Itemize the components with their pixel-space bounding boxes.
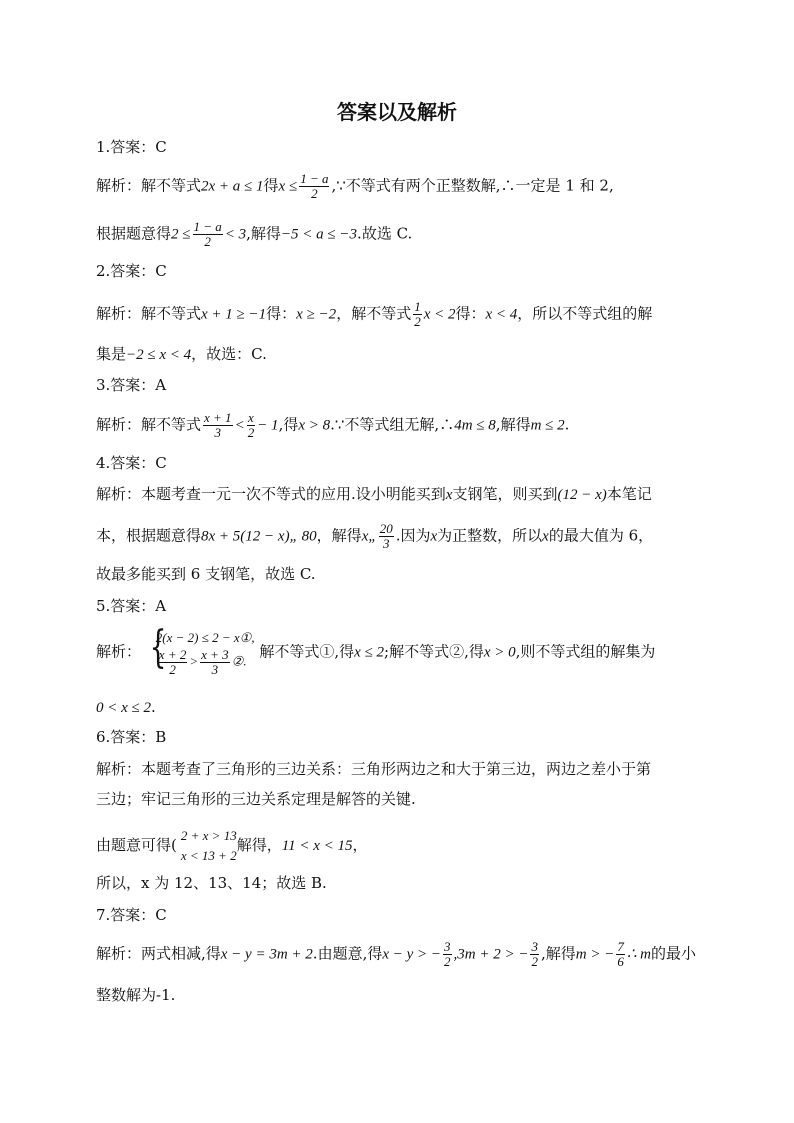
- explanation-4-line-3: 故最多能买到 6 支钢笔，故选 C.: [96, 565, 316, 583]
- explanation-4-line-1: 解析：本题考查一元一次不等式的应用.设小明能买到x支钢笔，则买到(12 − x)本笔记: [96, 485, 652, 503]
- explanation-7-line-1: 解析：两式相减,得x − y = 3m + 2.由题意,得x − y > − $\frac{3}{2}$ ,3m + 2 > − $\frac{3}{2}$ ,解得m > − $\frac{7}{6}$ ∴ m的最小: [96, 939, 696, 969]
- answer-5: 5.答案：A: [96, 597, 167, 615]
- page-title: 答案以及解析: [337, 100, 457, 124]
- explanation-1-line-1: 解析：解不等式2x + a ≤ 1得x ≤ $\frac{1 - a}{2}$ ,∵不等式有两个正整数解,∴一定是 1 和 2,: [96, 171, 614, 201]
- inequality-system: 2 + x > 13 x < 13 + 2: [180, 828, 237, 863]
- explanation-7-line-2: 整数解为-1.: [96, 986, 176, 1004]
- explanation-5-line-2: 0 < x ≤ 2.: [96, 698, 156, 716]
- fraction: $\frac{7}{6}$: [617, 939, 624, 969]
- answer-2: 2.答案：C: [96, 262, 167, 280]
- explanation-6-line-2: 三边；牢记三角形的三边关系定理是解答的关键.: [96, 790, 416, 808]
- answer-7: 7.答案：C: [96, 906, 167, 924]
- fraction: $\frac{x}{2}$: [247, 410, 255, 440]
- fraction: $\frac{1 - a}{2}$: [300, 171, 329, 201]
- explanation-6-line-3: 由题意可得( 2 + x > 13 x < 13 + 2 解得，11 < x < 15，: [96, 826, 368, 866]
- inequality-system: { 2(x − 2) ≤ 2 − x①, $\frac{x + 2}{2}$ > $\frac{x + 3}{3}$ ②.: [146, 628, 255, 677]
- explanation-6-line-1: 解析：本题考查了三角形的三边关系：三角形两边之和大于第三边，两边之差小于第: [96, 760, 652, 778]
- explanation-6-line-4: 所以，x 为 12、13、14；故选 B.: [96, 874, 327, 892]
- answer-6: 6.答案：B: [96, 728, 167, 746]
- fraction: $\frac{3}{2}$: [444, 939, 451, 969]
- explanation-1-line-2: 根据题意得2 ≤ $\frac{1 - a}{2}$ < 3,解得−5 < a ≤ −3.故选 C.: [96, 219, 413, 249]
- answer-1: 1.答案：C: [96, 138, 167, 156]
- answer-3: 3.答案：A: [96, 376, 167, 394]
- fraction: $\frac{x + 1}{3}$: [204, 410, 232, 440]
- fraction: $\frac{20}{3}$: [379, 521, 393, 551]
- explanation-2-line-1: 解析：解不等式x + 1 ≥ −1得：x ≥ −2，解不等式 $\frac{1}{2}$ x < 2得：x < 4，所以不等式组的解: [96, 299, 653, 329]
- explanation-3-line-1: 解析：解不等式 $\frac{x + 1}{3}$ < $\frac{x}{2}$ − 1,得x > 8.∵不等式组无解,∴4m ≤ 8,解得m ≤ 2.: [96, 410, 570, 440]
- explanation-2-line-2: 集是−2 ≤ x < 4，故选：C.: [96, 345, 267, 363]
- explanation-5-line-1: 解析： { 2(x − 2) ≤ 2 − x①, $\frac{x + 2}{2}$ > $\frac{x + 3}{3}$ ②. 解不等式①,得x ≤ 2;解不等式②,得x > 0,则不等式组的解集为: [96, 628, 655, 677]
- fraction: $\frac{1 - a}{2}$: [193, 219, 222, 249]
- fraction: $\frac{1}{2}$: [414, 299, 421, 329]
- answer-4: 4.答案：C: [96, 454, 167, 472]
- fraction: $\frac{3}{2}$: [531, 939, 538, 969]
- explanation-4-line-2: 本，根据题意得8x + 5(12 − x)„ 80，解得x„ $\frac{20}{3}$ .因为x为正整数，所以x的最大值为 6，: [96, 521, 654, 551]
